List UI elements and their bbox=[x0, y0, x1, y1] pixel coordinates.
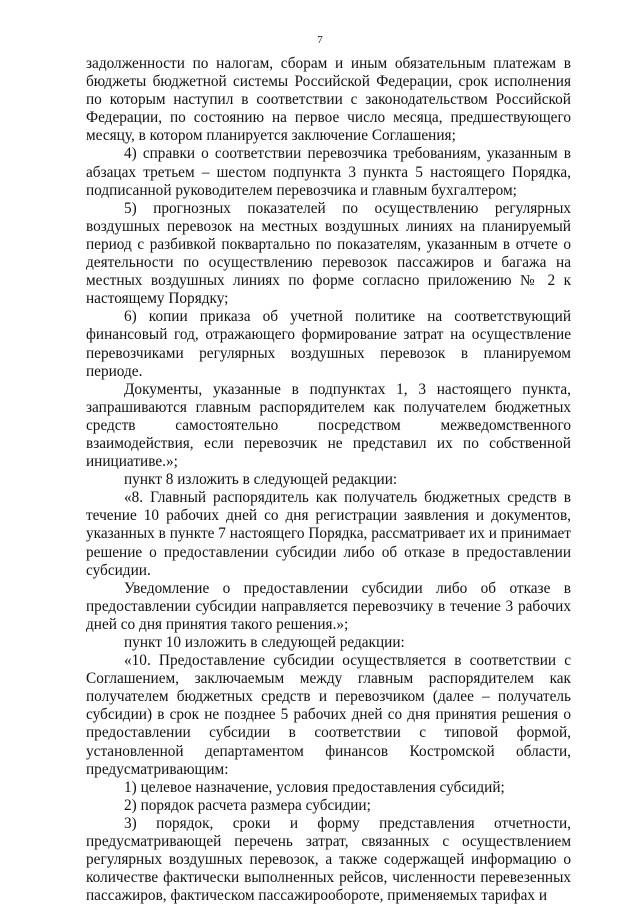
page-number: 7 bbox=[317, 34, 323, 46]
paragraph-subitem-2: 2) порядок расчета размера субсидии; bbox=[124, 796, 371, 814]
paragraph-clause-10: «10. Предоставление субсидии осуществляется в соответствии с Соглашением, заключаемым между главным распорядителем как получателем бюджетных средств и перевозчиком (далее – получатель субсидии) в срок не позднее 5 рабочих дней со дня принятия решения о предоставлении субсидии в соответствии с типовой формой, установленной департаментом финансов Костромской области, предусматривающим: bbox=[86, 652, 571, 778]
paragraph-item-5: 5) прогнозных показателей по осуществлению регулярных воздушных перевозок на местных воздушных линиях на планируемый период с разбивкой поквартально по показателям, указанным в отчете о деятельности по осуществлению перевозок пассажиров и багажа на местных воздушных линиях по форме согласно приложению № 2 к настоящему Порядку; bbox=[86, 199, 571, 308]
paragraph-subitem-1: 1) целевое назначение, условия предоставления субсидий; bbox=[124, 778, 505, 796]
paragraph-documents: Документы, указанные в подпунктах 1, 3 настоящего пункта, запрашиваются главным распорядителем как получателем бюджетных средств самостоятельно посредством межведомственного взаимодействия, если перевозчик не представил их по собственной инициативе.»; bbox=[86, 380, 571, 471]
paragraph-subitem-3: 3) порядок, сроки и форму представления отчетности, предусматривающей перечень затрат, связанных с осуществлением регулярных воздушных перевозок, а также содержащей информацию о количестве фактически выполненных рейсов, численности перевезенных пассажиров, фактическом пассажирообороте, применяемых тарифах и bbox=[86, 814, 571, 905]
paragraph-continuation: задолженности по налогам, сборам и иным обязательным платежам в бюджеты бюджетной системы Российской Федерации, срок исполнения по которым наступил в соответствии с законодательством Российской Федерации, по состоянию на первое число месяца, предшествующего месяцу, в котором планируется заключение Соглашения; bbox=[86, 55, 571, 145]
paragraph-clause-8-intro: пункт 8 изложить в следующей редакции: bbox=[124, 471, 398, 489]
document-body bbox=[86, 55, 571, 905]
paragraph-notification: Уведомление о предоставлении субсидии либо об отказе в предоставлении субсидии направляется перевозчику в течение 3 рабочих дней со дня принятия такого решения.»; bbox=[86, 579, 571, 633]
paragraph-clause-10-intro: пункт 10 изложить в следующей редакции: bbox=[124, 634, 405, 651]
paragraph-item-4: 4) справки о соответствии перевозчика требованиям, указанным в абзацах третьем – шестом подпункта 3 пункта 5 настоящего Порядка, подписанной руководителем перевозчика и главным бухгалтером; bbox=[86, 145, 571, 199]
paragraph-item-6: 6) копии приказа об учетной политике на соответствующий финансовый год, отражающего формирование затрат на осуществление перевозчиками регулярных воздушных перевозок в планируемом периоде. bbox=[86, 308, 571, 380]
paragraph-clause-8: «8. Главный распорядитель как получатель бюджетных средств в течение 10 рабочих дней со дня регистрации заявления и документов, указанных в пункте 7 настоящего Порядка, рассматривает их и принимает решение о предоставлении субсидии либо об отказе в предоставлении субсидии. bbox=[86, 489, 571, 579]
